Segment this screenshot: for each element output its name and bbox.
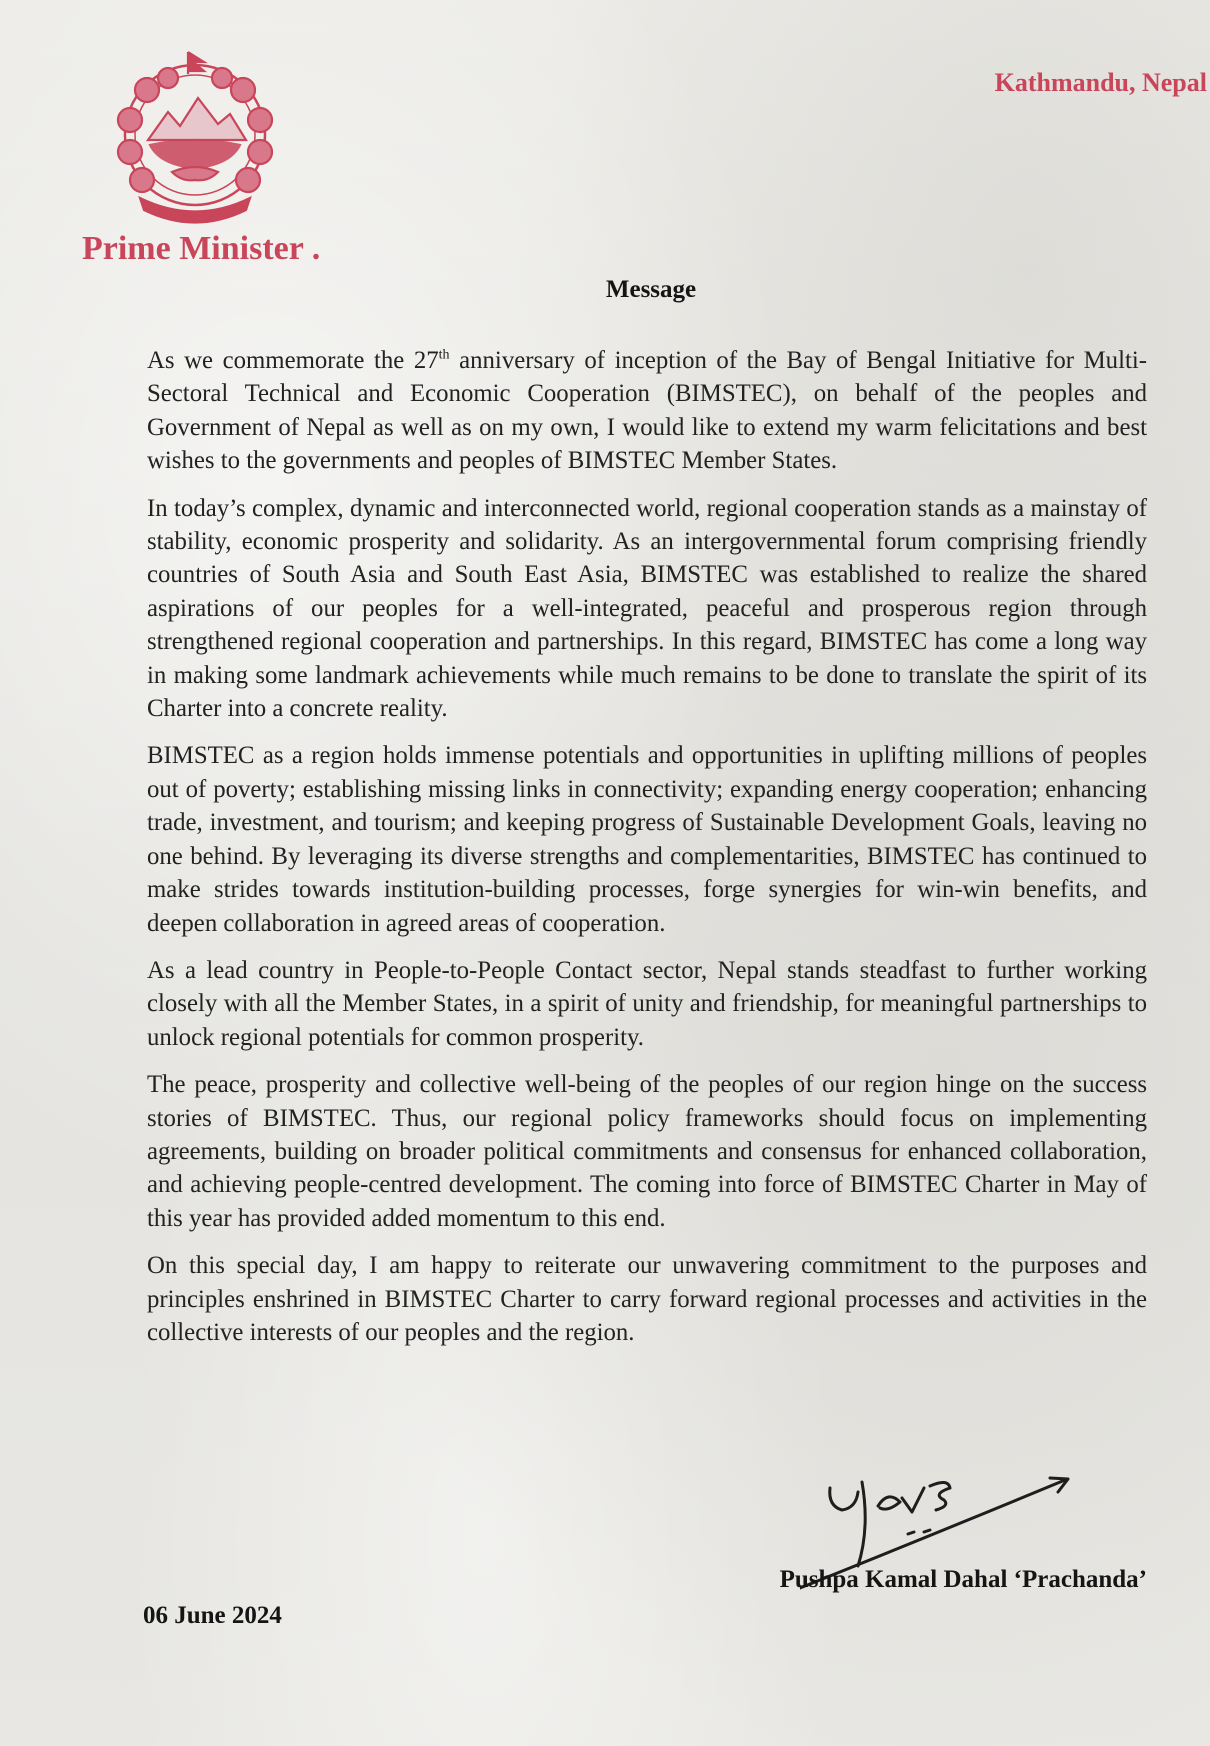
paragraph-4: As a lead country in People-to-People Contact sector, Nepal stands steadfast to further working closely with all the Member States, in a spirit of unity and friendship, for meaningful partnerships to unlock regional potentials for common prosperity. [147,956,1147,1051]
paragraph-1-start: As we commemorate the 27 [147,347,439,374]
office-title: Prime Minister . [82,230,321,267]
paragraph-2: In today’s complex, dynamic and interconnected world, regional cooperation stands as a mainstay of stability, economic prosperity and solidarity. As an intergovernmental forum comprising friendly countries of South Asia and South East Asia, BIMSTEC was established to realize the shared aspirations of our peoples for a well-integrated, peaceful and prosperous region through strengthened regional cooperation and partnerships. In this regard, BIMSTEC has come a long way in making some landmark achievements while much remains to be done to translate the spirit of its Charter into a concrete reality. [147,494,1147,723]
paragraph-3: BIMSTEC as a region holds immense potentials and opportunities in uplifting millions of peoples out of poverty; establishing missing links in connectivity; expanding energy cooperation; enhancing trade, investment, and tourism; and keeping progress of Sustainable Development Goals, leaving no one behind. By leveraging its diverse strengths and complementarities, BIMSTEC has continued to make strides towards institution-building processes, forge synergies for win-win benefits, and deepen collaboration in agreed areas of cooperation. [147,742,1147,937]
letter-heading: Message [605,276,697,303]
ordinal-suffix: th [438,347,450,363]
nepal-coat-of-arms-icon [100,40,290,230]
paragraph-6: On this special day, I am happy to reiterate our unwavering commitment to the purposes and principles enshrined in BIMSTEC Charter to carry forward regional processes and activities in the collective interests of our peoples and the region. [147,1252,1147,1346]
paragraph-5: The peace, prosperity and collective well-being of the peoples of our region hinge on the success stories of BIMSTEC. Thus, our regional policy frameworks should focus on implementing agreements, building on broader political commitments and consensus for enhanced collaboration, and achieving people-centred development. The coming into force of BIMSTEC Charter in May of this year has provided added momentum to this end. [147,1071,1147,1232]
signer-name: Pushpa Kamal Dahal ‘Prachanda’ [779,1566,1147,1593]
paragraph-1 [147,344,1147,478]
place-line: Kathmandu, Nepal [994,68,1207,97]
letter-date: 06 June 2024 [143,1602,282,1629]
letter-body [147,344,1147,1363]
paragraph-1-rest: anniversary of inception of the Bay of Bengal Initiative for Multi-Sectoral Technical and Economic Cooperation (BIMSTEC), on behalf of the peoples and Government of Nepal as well as on my own, I would like to extend my warm felicitations and best wishes to the governments and peoples of BIMSTEC Member States. [147,347,1147,475]
